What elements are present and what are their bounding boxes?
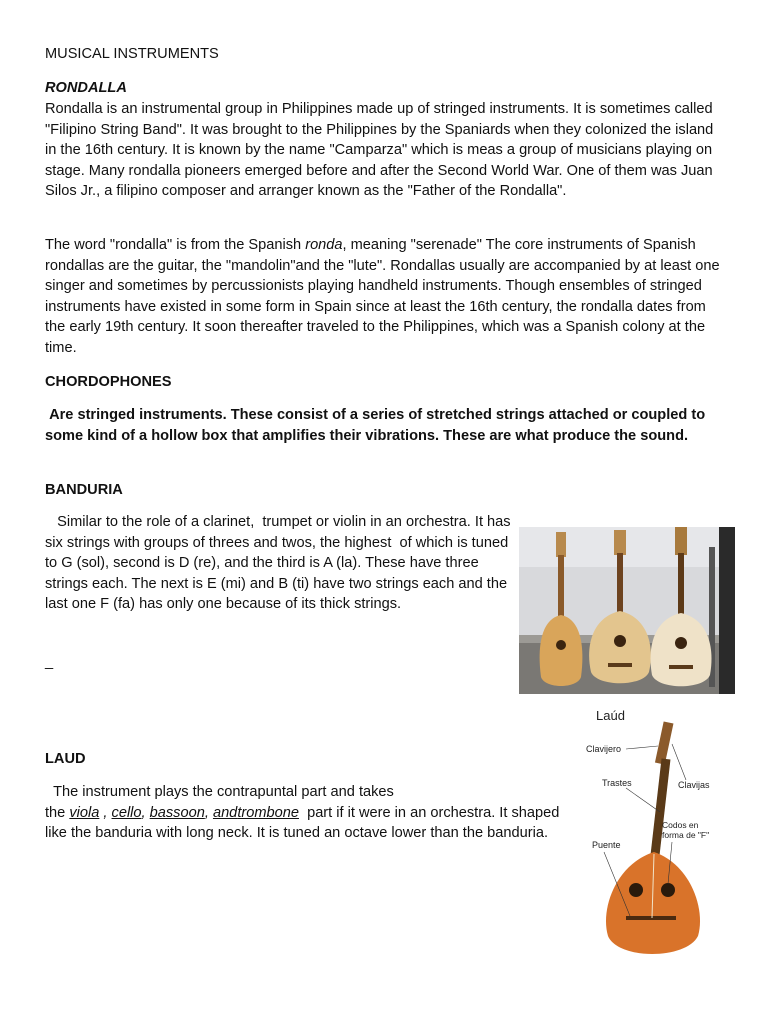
- rondalla-paragraph-1: Rondalla is an instrumental group in Philippines made up of stringed instruments. It is sometimes called "Filipino String Band". It was brought to the Philippines by the Spaniards when they colonized the island in the 16th century. It is known by the name "Camparza" which is meas a group of musicians playing on stage. Many rondalla pioneers emerged before and after the Second World War. One of them was Juan Silos Jr., a filipino composer and arranger known as the "Father of the Rondalla".: [45, 101, 714, 200]
- rondalla-p2-rest: , meaning "serenade" The core instruments of Spanish rondallas are the guitar, the "mandolin"and the "lute". Rondallas usually are accompanied by at least one singer and sometimes by percussionists playing handheld instruments. Though ensembles of stringed instruments have existed in some form in Spain since at least the 16th century, the rondalla dates from the early 19th century. It soon thereafter traveled to the Philippines, which was a Spanish colony at the time.: [45, 237, 720, 356]
- rondalla-paragraph-2: [45, 235, 730, 359]
- link-viola[interactable]: viola: [69, 804, 100, 821]
- laud-line-1: The instrument plays the contrapuntal part and takes: [45, 784, 394, 800]
- page-heading: MUSICAL INSTRUMENTS: [45, 46, 219, 62]
- label-codos-1: Codos en: [662, 820, 699, 830]
- laud-sep-2: ,: [141, 804, 150, 821]
- rondalla-title: RONDALLA: [45, 80, 127, 96]
- rondalla-p2-italic-word: ronda: [305, 237, 343, 253]
- label-puente: Puente: [592, 840, 621, 850]
- label-clavijas: Clavijas: [678, 780, 710, 790]
- label-codos-2: forma de "F": [662, 830, 710, 840]
- banduria-title: BANDURIA: [45, 482, 123, 498]
- laud-figure-title: Laúd: [596, 708, 625, 723]
- rondalla-p2-start: The word "rondalla" is from the Spanish: [45, 237, 306, 253]
- link-and[interactable]: and: [212, 804, 238, 821]
- chordophones-title: CHORDOPHONES: [45, 374, 172, 390]
- banduria-body: Similar to the role of a clarinet, trumpet or violin in an orchestra. It has six strings with groups of threes and twos, the highest of which is tuned to G (sol), second is D (re), and the third is A (la). These have three strings each. The next is E (mi) and B (ti) have two strings each and the last one F (fa) has only one because of its thick strings.: [45, 514, 515, 613]
- link-bassoon[interactable]: bassoon: [149, 804, 205, 821]
- chordophones-body: Are stringed instruments. These consist of a series of stretched strings attached or coupled to some kind of a hollow box that amplifies their vibrations. These are what produce the sound.: [45, 407, 710, 444]
- laud-body: [45, 782, 575, 844]
- laud-rest: part if it were in an orchestra. It shaped like the banduria with long neck. It is tuned an octave lower than the banduria.: [45, 804, 564, 842]
- laud-diagram: [586, 704, 736, 962]
- laud-sep-3: ,: [204, 804, 213, 821]
- laud-title: LAUD: [45, 751, 86, 767]
- label-trastes: Trastes: [602, 778, 632, 788]
- laud-text-the: the: [45, 804, 70, 821]
- link-cello[interactable]: cello: [111, 804, 142, 821]
- label-clavijero: Clavijero: [586, 744, 622, 754]
- banduria-stray-mark: _: [45, 654, 54, 670]
- laud-sep-1: ,: [99, 804, 112, 821]
- link-trombone[interactable]: trombone: [237, 804, 299, 821]
- banduria-photo: [519, 527, 735, 694]
